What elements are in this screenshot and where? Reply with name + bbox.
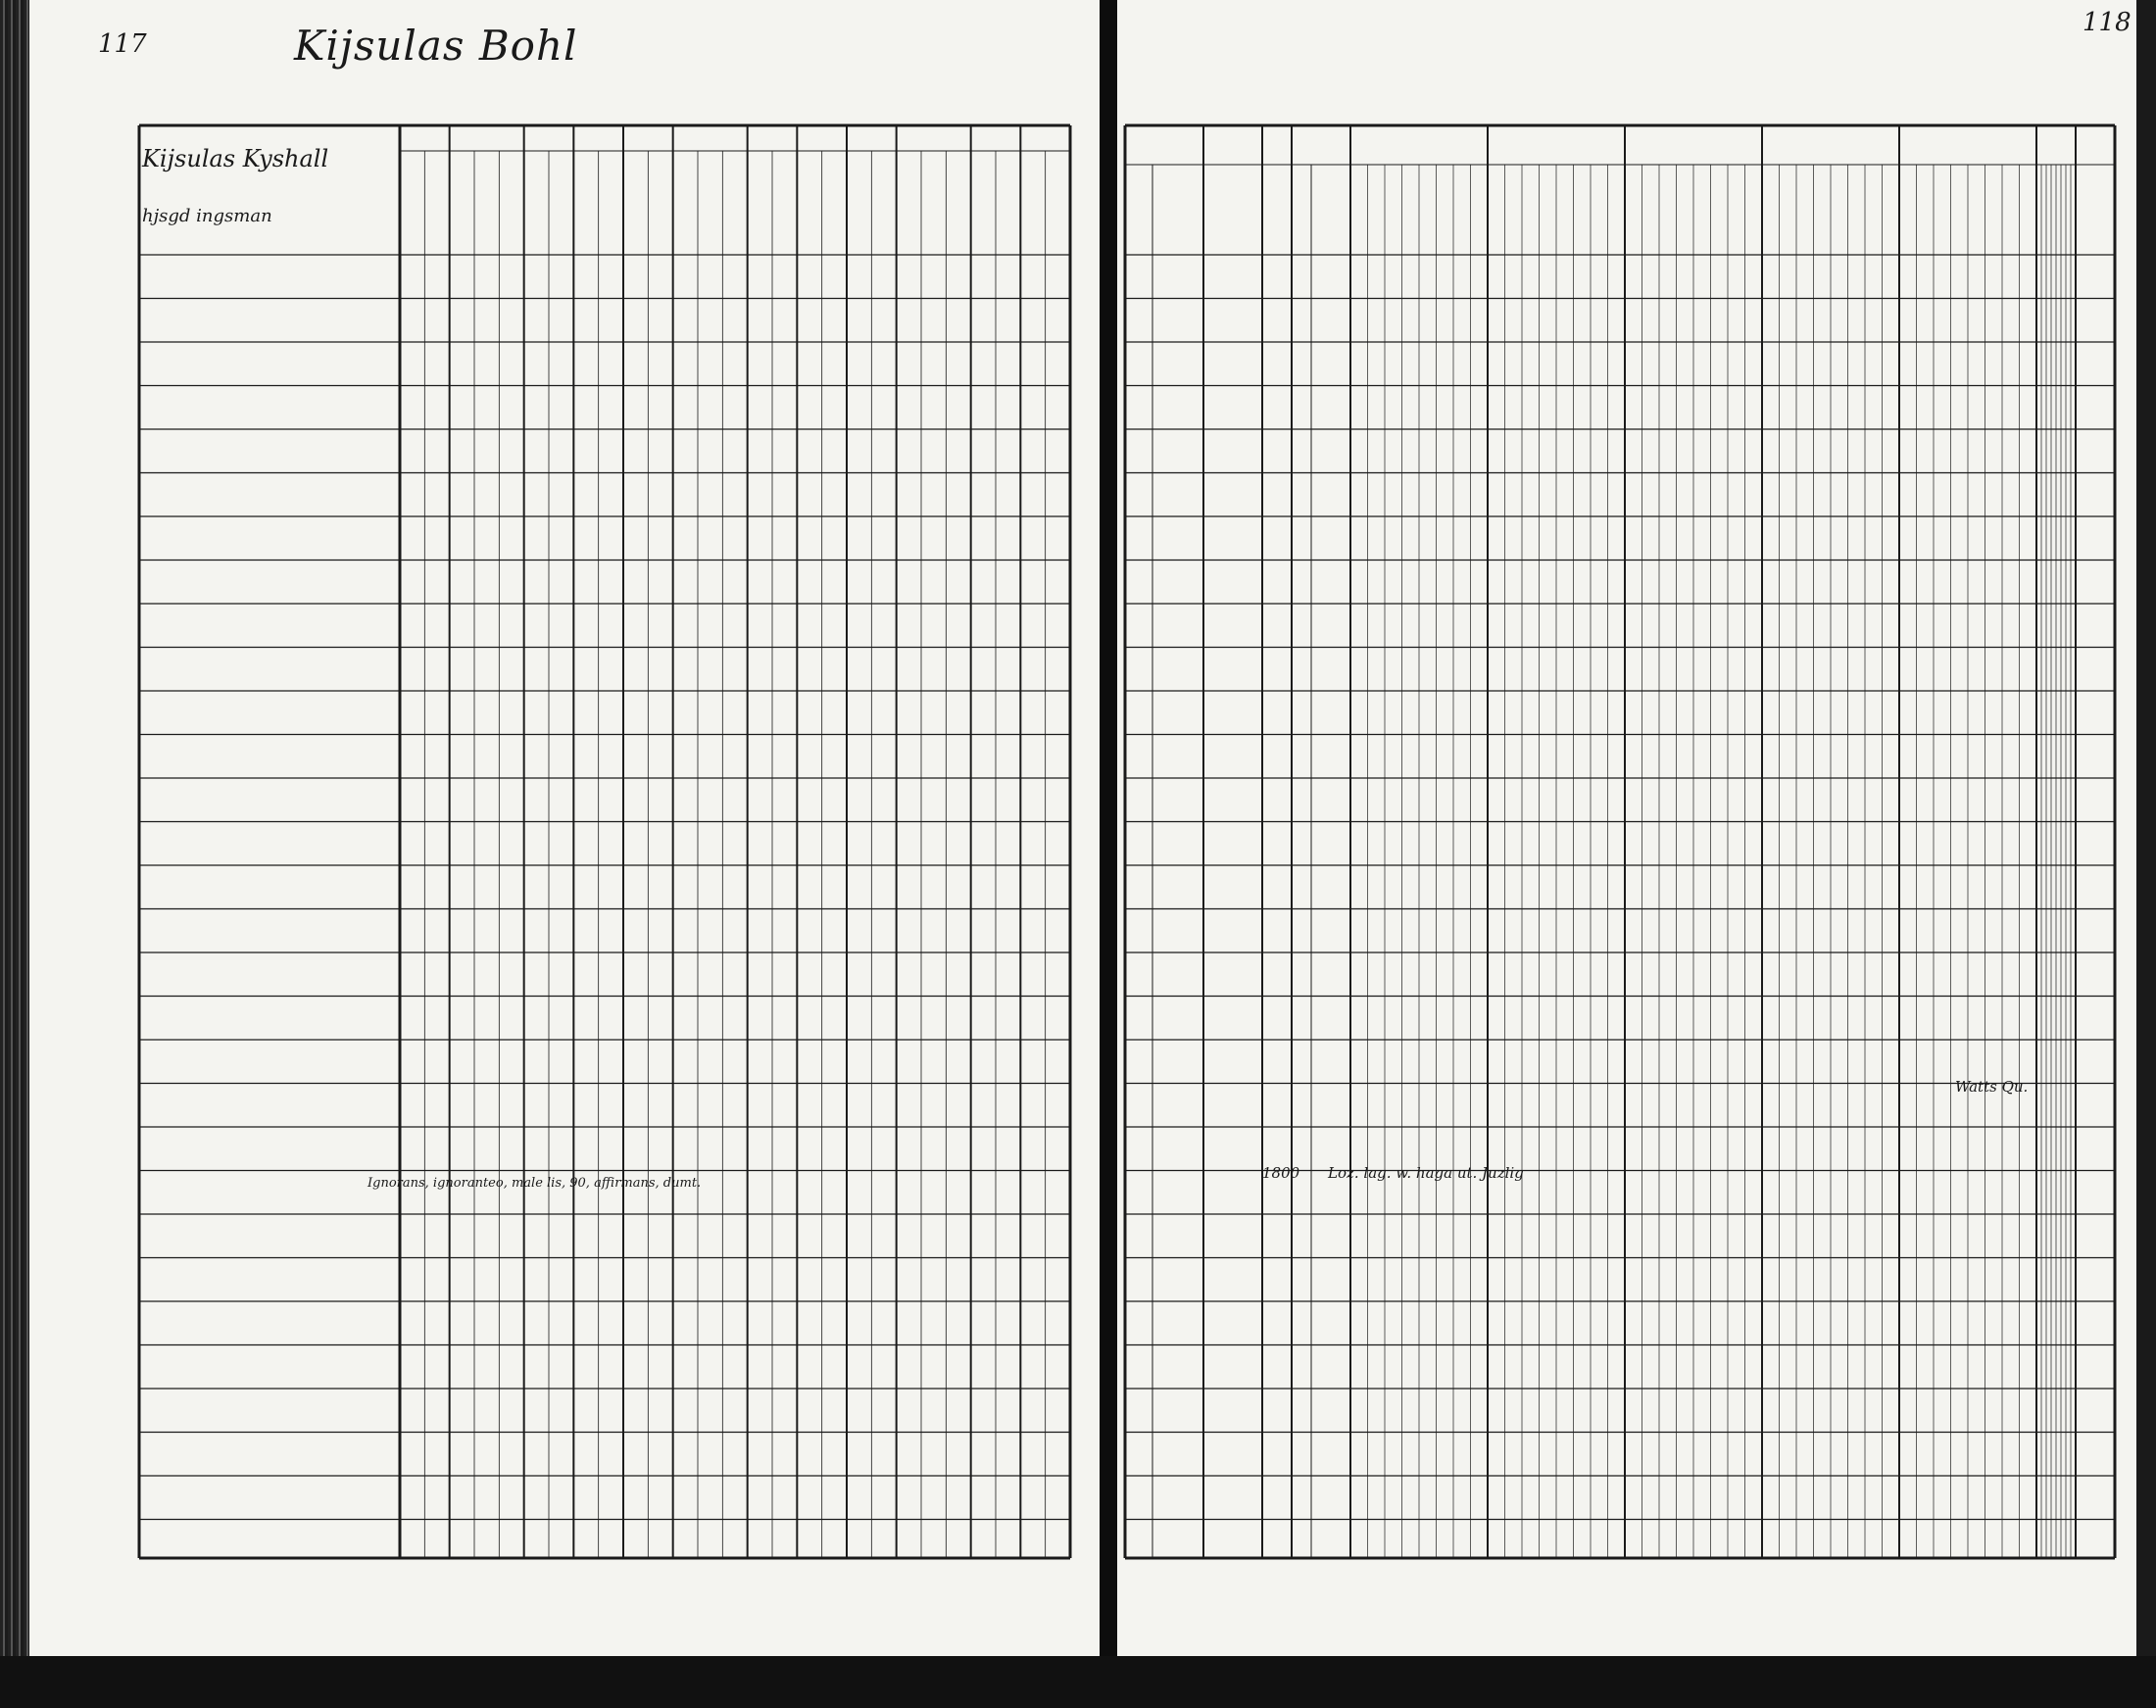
name-column-subheading: hjsgd ingsman [142,206,272,226]
table-surface [0,1656,2156,1708]
right-ledger-grid [1117,0,2136,1656]
annotation-row: Loz. lag. w. haga ut. Juzlig [1328,1164,1524,1182]
left-ledger-grid [29,0,1100,1656]
book-edge [0,0,29,1708]
accef-note: Watts Qu. [1955,1078,2029,1096]
page-heading: Kijsulas Bohl [294,22,578,70]
page-number: 117 [98,29,147,59]
name-column-heading: Kijsulas Kyshall [142,145,329,172]
row-note: Ignorans, ignoranteo, male lis, 90, affirmans, dumt. [368,1176,702,1191]
book-spine [1100,0,1117,1708]
obiit-note: 1800 [1262,1164,1300,1182]
left-page [29,0,1100,1656]
right-page [1117,0,2136,1656]
page-number: 118 [2082,8,2132,37]
